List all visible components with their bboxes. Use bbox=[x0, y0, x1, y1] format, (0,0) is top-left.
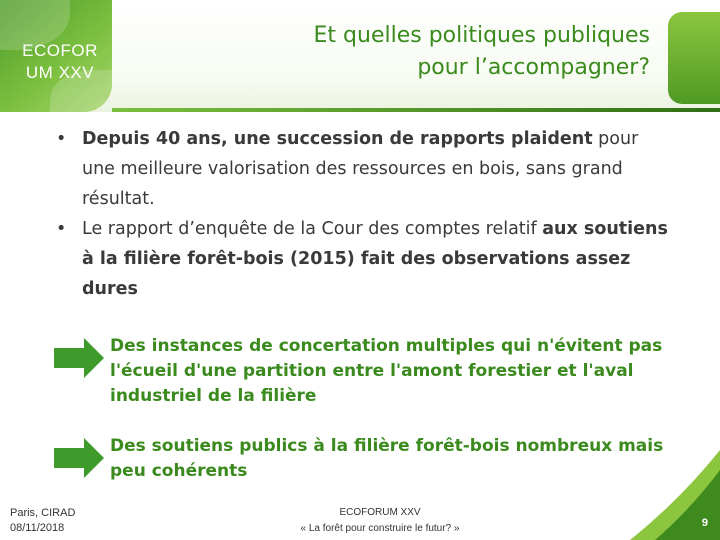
bullet-2-text: Le rapport d’enquête de la Cour des comptes relatif bbox=[82, 219, 543, 239]
title-line-1: Et quelles politiques publiques bbox=[313, 23, 650, 48]
logo-line-1: ECOFOR bbox=[22, 41, 98, 60]
title-line-2: pour l’accompagner? bbox=[417, 55, 650, 80]
footer-event-name: ECOFORUM XXV bbox=[339, 507, 421, 518]
bullet-1-text: pour une meilleure valorisation des ressources en bois, sans grand résultat. bbox=[82, 129, 639, 209]
slide-header bbox=[0, 0, 720, 112]
bullet-item bbox=[54, 124, 674, 214]
logo-text bbox=[8, 40, 112, 84]
decorative-green-bar bbox=[668, 12, 720, 104]
bullet-dot-icon: • bbox=[56, 129, 67, 149]
ecofor-logo bbox=[0, 0, 112, 112]
logo-line-2: UM XXV bbox=[25, 63, 95, 82]
header-divider bbox=[112, 108, 720, 112]
right-arrow-icon bbox=[54, 338, 104, 378]
bullet-dot-icon: • bbox=[56, 219, 67, 239]
footer-tagline: « La forêt pour construire le futur? » bbox=[300, 523, 460, 534]
arrow-item-1-text: Des instances de concertation multiples qui n'évitent pas l'écueil d'une partition entre l'amont forestier et l'aval industriel de la filière bbox=[110, 336, 663, 406]
bullet-1-bold: Depuis 40 ans, une succession de rapports plaident bbox=[82, 129, 593, 149]
right-arrow-icon bbox=[54, 438, 104, 478]
slide-title bbox=[190, 20, 650, 84]
bullet-list bbox=[54, 124, 674, 304]
footer-event bbox=[230, 505, 530, 537]
footer-location: Paris, CIRAD bbox=[10, 507, 76, 519]
page-number: 9 bbox=[701, 517, 708, 529]
bullet-item bbox=[54, 214, 674, 304]
bullet-2-bold: aux soutiens à la filière forêt-bois (2015) fait des observations assez dures bbox=[82, 219, 668, 299]
arrow-item-2-text: Des soutiens publics à la filière forêt-bois nombreux mais peu cohérents bbox=[110, 436, 664, 481]
footer-location-date bbox=[10, 506, 75, 536]
footer-date: 08/11/2018 bbox=[10, 522, 65, 534]
